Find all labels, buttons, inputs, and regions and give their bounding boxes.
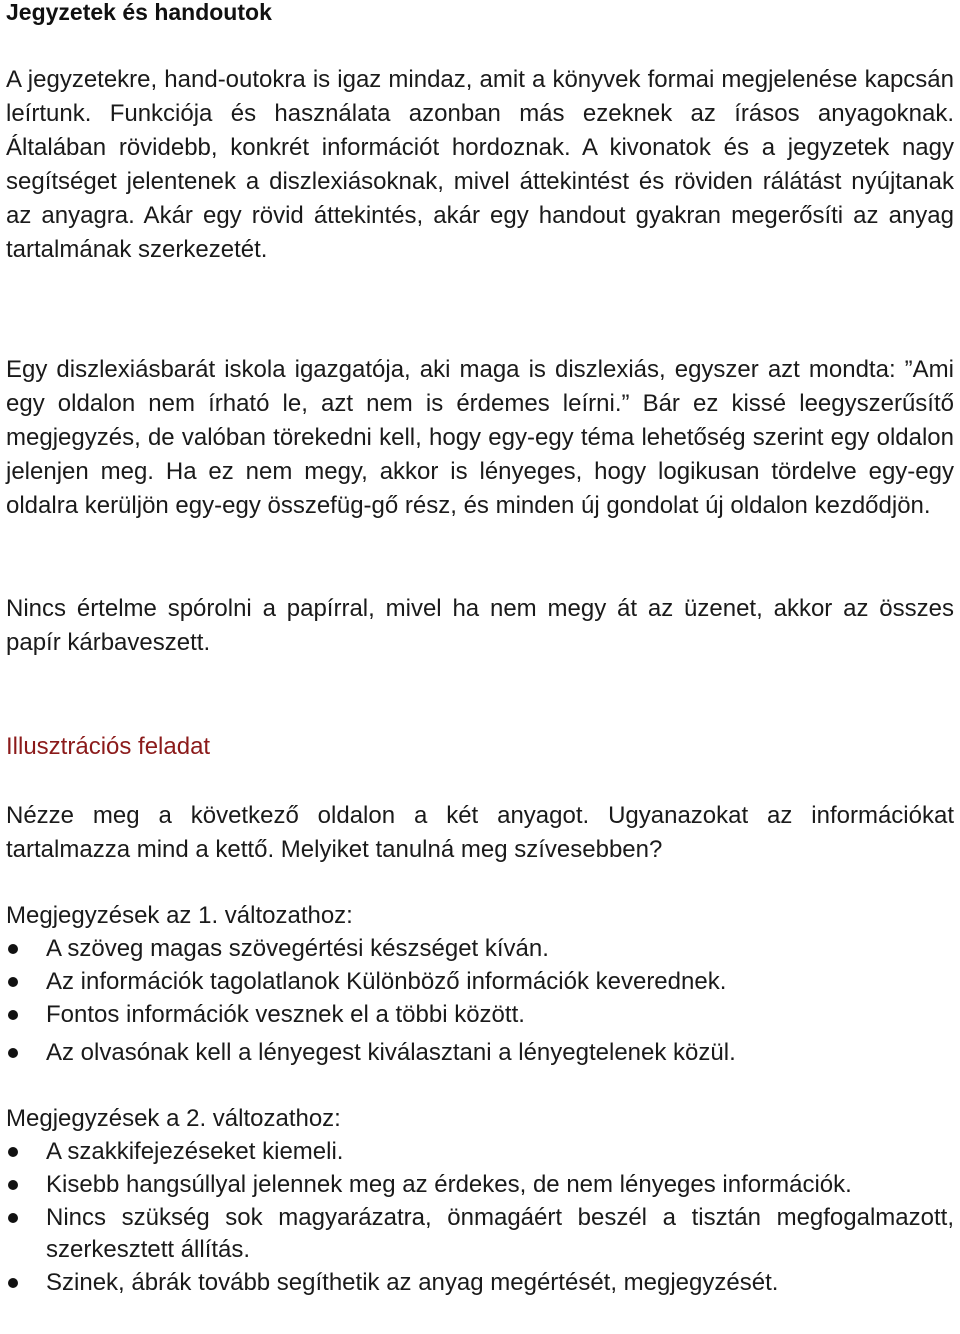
- task-paragraph: Nézze meg a következő oldalon a két anyagot. Ugyanazokat az információkat tartalmazza mind a kettő. Melyiket tanulná meg szívesebben?: [6, 802, 954, 863]
- list-item-text: Kisebb hangsúllyal jelennek meg az érdekes, de nem lényeges információk.: [46, 1171, 852, 1198]
- list-item: [6, 1037, 954, 1069]
- bullet-icon: [8, 1213, 18, 1223]
- bullet-icon: [8, 1010, 18, 1020]
- list-item: [6, 1202, 954, 1266]
- quote-paragraph: Egy diszlexiásbarát iskola igazgatója, aki maga is diszlexiás, egyszer azt mondta: ”Ami egy oldalon nem írható le, azt nem is érdemes leírni.” Bár ez kissé leegyszerűsítő megjegyzés, de valóban törekedni kell, hogy egy-egy téma lehetőség szerint egy oldalon jelenjen meg. Ha ez nem megy, akkor is lényeges, hogy logikusan tördelve egy-egy oldalra kerüljön egy-egy összefüg-gő rész, és minden új gondolat új oldalon kezdődjön.: [6, 356, 954, 519]
- notes-version-1: [6, 899, 954, 1070]
- list-item-text: A szakkifejezéseket kiemeli.: [46, 1138, 344, 1165]
- notes-title-1: Megjegyzések az 1. változathoz:: [6, 902, 353, 929]
- list-item-text: Az információk tagolatlanok Különböző információk keverednek.: [46, 968, 727, 995]
- bullet-icon: [8, 977, 18, 987]
- page-title: Jegyzetek és handoutok: [6, 0, 272, 25]
- list-item-text: Fontos információk vesznek el a többi között.: [46, 1001, 525, 1028]
- section-heading-task: Illusztrációs feladat: [6, 733, 211, 760]
- list-item: [6, 1169, 954, 1201]
- document-page: [6, 0, 954, 1296]
- notes-version-2: [6, 1102, 954, 1300]
- list-item-text: Szinek, ábrák tovább segíthetik az anyag megértését, megjegyzését.: [46, 1269, 779, 1296]
- bullet-list-2: [6, 1136, 954, 1299]
- list-item-text: A szöveg magas szövegértési készséget kíván.: [46, 935, 549, 962]
- bullet-icon: [8, 944, 18, 954]
- list-item: [6, 1267, 954, 1299]
- bullet-icon: [8, 1180, 18, 1190]
- list-item-text: Nincs szükség sok magyarázatra, önmagáért beszél a tisztán megfogalmazott, szerkesztett állítás.: [46, 1204, 954, 1263]
- notes-title-2: Megjegyzések a 2. változathoz:: [6, 1105, 341, 1132]
- list-item-text: Az olvasónak kell a lényegest kiválasztani a lényegtelenek közül.: [46, 1039, 736, 1066]
- bullet-icon: [8, 1048, 18, 1058]
- bullet-list-1: [6, 933, 954, 1069]
- list-item: [6, 933, 954, 965]
- paper-paragraph: Nincs értelme spórolni a papírral, mivel ha nem megy át az üzenet, akkor az összes papír kárbaveszett.: [6, 595, 954, 656]
- list-item: [6, 1136, 954, 1168]
- bullet-icon: [8, 1147, 18, 1157]
- list-item: [6, 966, 954, 998]
- intro-paragraph: A jegyzetekre, hand-outokra is igaz mindaz, amit a könyvek formai megjelenése kapcsán leírtunk. Funkciója és használata azonban más ezeknek az írásos anyagoknak. Általában rövidebb, konkrét információt hordoznak. A kivonatok és a jegyzetek nagy segítséget jelentenek a diszlexiásoknak, mivel áttekintést és röviden rálátást nyújtanak az anyagra. Akár egy rövid áttekintés, akár egy handout gyakran megerősíti az anyag tartalmának szerkezetét.: [6, 66, 954, 263]
- list-item: [6, 999, 954, 1031]
- bullet-icon: [8, 1278, 18, 1288]
